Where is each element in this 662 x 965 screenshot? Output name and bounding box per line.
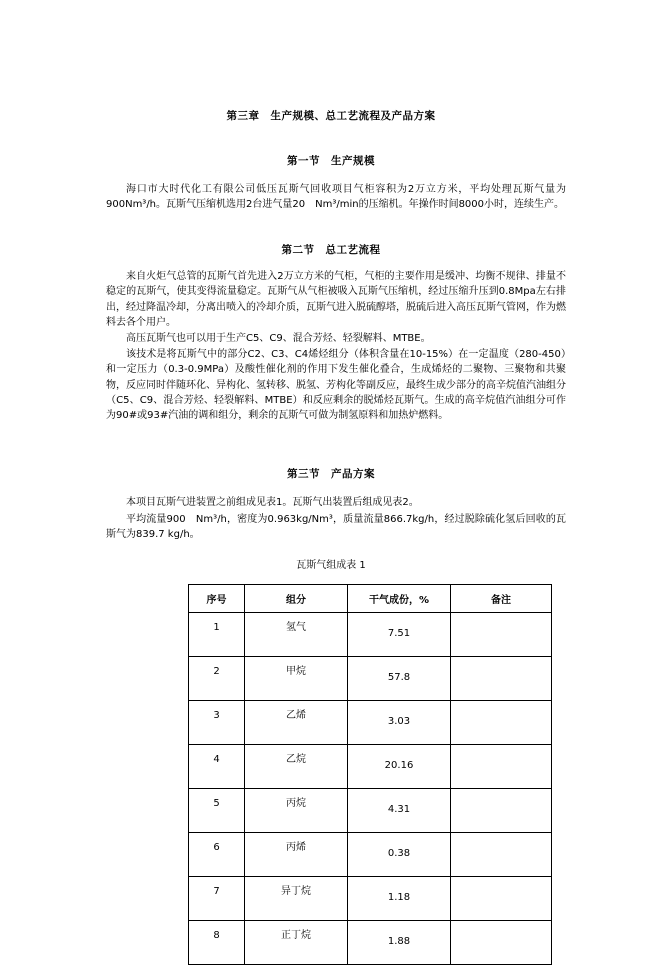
- row-value: 1.88: [348, 921, 451, 965]
- section-2-title: 第二节 总工艺流程: [281, 244, 381, 256]
- row-note: [451, 921, 552, 965]
- row-value: 3.03: [348, 701, 451, 745]
- row-note: [451, 789, 552, 833]
- row-no: 8: [189, 921, 245, 965]
- row-component: 异丁烷: [245, 877, 348, 921]
- row-component: 正丁烷: [245, 921, 348, 965]
- header-remarks: 备注: [451, 585, 552, 613]
- section-2-paragraph-1: 来自火炬气总管的瓦斯气首先进入2万立方米的气柜，气柜的主要作用是缓冲、均衡不规律、排量不稳定的瓦斯气，使其变得流量稳定。瓦斯气从气柜被吸入瓦斯气压缩机，经过压缩升压到0.8Mpa左右排出，经过降温冷却，分离出喷入的冷却介质，瓦斯气进入脱硫醇塔，脱硫后进入高压瓦斯气管网，作为燃料去各个用户。: [106, 271, 566, 328]
- section-3-paragraph-2: 平均流量900 Nm³/h，密度为0.963kg/Nm³，质量流量866.7kg/h，经过脱除硫化氢后回收的瓦斯气为839.7 kg/h。: [106, 514, 566, 541]
- header-component: 组分: [245, 585, 348, 613]
- row-no: 1: [189, 613, 245, 657]
- row-note: [451, 657, 552, 701]
- table-header-row: [189, 585, 552, 613]
- row-component: 甲烷: [245, 657, 348, 701]
- row-value: 7.51: [348, 613, 451, 657]
- row-component: 氢气: [245, 613, 348, 657]
- section-3-title: 第三节 产品方案: [287, 468, 375, 480]
- row-no: 5: [189, 789, 245, 833]
- table-row: [189, 701, 552, 745]
- row-note: [451, 877, 552, 921]
- table-row: [189, 833, 552, 877]
- row-value: 57.8: [348, 657, 451, 701]
- section-3-paragraph-1: 本项目瓦斯气进装置之前组成见表1。瓦斯气出装置后组成见表2。: [126, 497, 419, 508]
- row-value: 0.38: [348, 833, 451, 877]
- table-row: [189, 921, 552, 965]
- row-no: 3: [189, 701, 245, 745]
- section-1-title: 第一节 生产规模: [287, 155, 375, 167]
- table-row: [189, 613, 552, 657]
- header-dry-gas-percent: 干气成份，%: [348, 585, 451, 613]
- row-component: 乙烯: [245, 701, 348, 745]
- row-value: 20.16: [348, 745, 451, 789]
- row-no: 7: [189, 877, 245, 921]
- row-note: [451, 613, 552, 657]
- row-no: 2: [189, 657, 245, 701]
- row-component: 丙烷: [245, 789, 348, 833]
- table-row: [189, 745, 552, 789]
- row-component: 乙烷: [245, 745, 348, 789]
- row-value: 4.31: [348, 789, 451, 833]
- row-note: [451, 701, 552, 745]
- section-2-paragraph-2: 高压瓦斯气也可以用于生产C5、C9、混合芳烃、轻裂解料、MTBE。: [126, 333, 431, 344]
- section-1-paragraph: 海口市大时代化工有限公司低压瓦斯气回收项目气柜容积为2万立方米，平均处理瓦斯气量为900Nm³/h。瓦斯气压缩机选用2台进气量20 Nm³/min的压缩机。年操作时间8000小时，连续生产。: [106, 184, 566, 211]
- row-value: 1.18: [348, 877, 451, 921]
- header-no: 序号: [189, 585, 245, 613]
- section-2-paragraph-3: 该技术是将瓦斯气中的部分C2、C3、C4烯烃组分（体积含量在10-15%）在一定温度（280-450）和一定压力（0.3-0.9MPa）及酸性催化剂的作用下发生催化叠合，生成烯烃的二聚物、三聚物和共聚物，反应同时伴随环化、异构化、氢转移、脱氢、芳构化等副反应，最终生成少部分的高辛烷值汽油组分（C5、C9、混合芳烃、轻裂解料、MTBE）和反应剩余的脱烯烃瓦斯气。生成的高辛烷值汽油组分可作为90#或93#汽油的调和组分，剩余的瓦斯气可做为制氢原料和加热炉燃料。: [106, 349, 566, 422]
- row-note: [451, 833, 552, 877]
- row-no: 6: [189, 833, 245, 877]
- row-note: [451, 745, 552, 789]
- table-row: [189, 657, 552, 701]
- row-component: 丙烯: [245, 833, 348, 877]
- table-row: [189, 789, 552, 833]
- composition-table: [188, 584, 552, 965]
- table-caption: 瓦斯气组成表 1: [296, 560, 366, 571]
- chapter-title: 第三章 生产规模、总工艺流程及产品方案: [226, 110, 436, 122]
- row-no: 4: [189, 745, 245, 789]
- table-row: [189, 877, 552, 921]
